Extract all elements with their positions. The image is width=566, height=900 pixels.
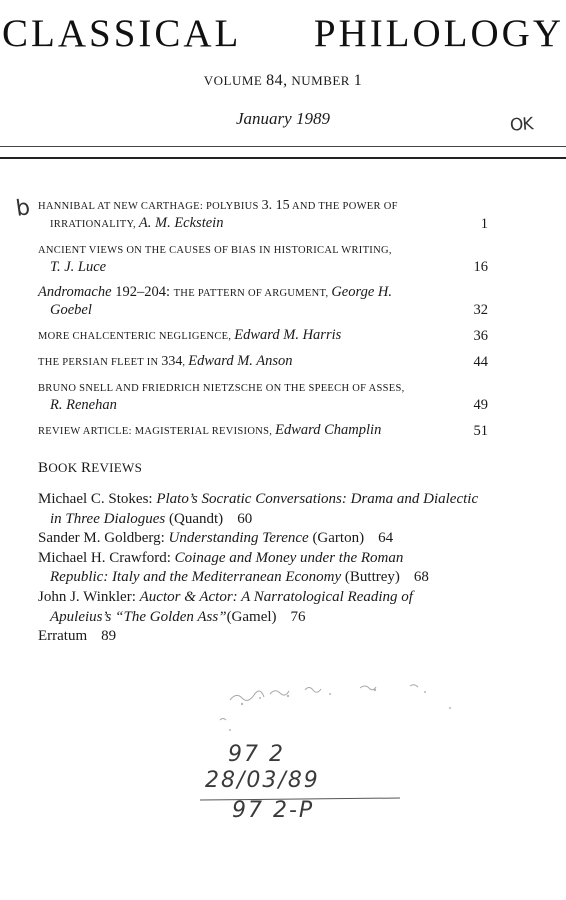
- toc-entry[interactable]: THE PERSIAN FLEET IN 334, Edward M. Anson 44: [38, 353, 488, 370]
- toc-page: 49: [473, 397, 488, 413]
- journal-title-right: PHILOLOGY: [313, 12, 564, 55]
- toc-author: Edward M. Harris: [234, 327, 342, 343]
- review-entry[interactable]: Michael C. Stokes: Plato’s Socratic Conversations: Drama and Dialectic in Three Dialogues (Quandt) 60: [38, 491, 479, 527]
- toc-page: 16: [473, 259, 488, 275]
- review-entry[interactable]: Michael H. Crawford: Coinage and Money under the Roman Republic: Italy and the Mediterranean Economy (Buttrey) 68: [38, 549, 429, 586]
- handwritten-ok: OK: [509, 114, 534, 136]
- toc-author: A. M. Eckstein: [138, 215, 224, 231]
- review-page: 68: [413, 569, 429, 586]
- toc-entry[interactable]: Andromache 192–204: THE PATTERN OF ARGUMENT, George H. Goebel 32: [38, 284, 488, 318]
- review-page: 76: [290, 608, 306, 625]
- toc-entry[interactable]: ANCIENT VIEWS ON THE CAUSES OF BIAS IN HISTORICAL WRITING, T. J. Luce 16: [38, 245, 488, 275]
- toc-entry[interactable]: REVIEW ARTICLE: MAGISTERIAL REVISIONS, Edward Champlin 51: [38, 422, 488, 439]
- toc-entry[interactable]: HANNIBAL AT NEW CARTHAGE: POLYBIUS 3. 15 AND THE POWER OF IRRATIONALITY, A. M. Eckstein 1: [38, 198, 488, 232]
- review-page: 89: [101, 628, 117, 645]
- review-page: 60: [237, 510, 253, 527]
- table-of-contents: [38, 197, 488, 440]
- handwritten-code: 97 2-P: [232, 798, 315, 823]
- handwritten-mark: b: [14, 195, 32, 222]
- toc-page: 36: [473, 328, 488, 344]
- toc-author: Edward M. Anson: [188, 353, 293, 369]
- volume-line: VOLUME 84, NUMBER 1: [203, 72, 363, 89]
- book-reviews-list: [38, 490, 558, 647]
- handwritten-number: 97 2: [228, 742, 285, 767]
- journal-title: [2, 12, 564, 56]
- journal-title-left: CLASSICAL: [2, 12, 242, 55]
- toc-entry[interactable]: BRUNO SNELL AND FRIEDRICH NIETZSCHE ON THE SPEECH OF ASSES, R. Renehan 49: [38, 383, 488, 413]
- toc-page: 51: [473, 423, 488, 439]
- toc-author: Edward Champlin: [275, 422, 382, 438]
- book-reviews-heading: BOOK REVIEWS: [38, 460, 143, 476]
- review-entry[interactable]: John J. Winkler: Auctor & Actor: A Narratological Reading of Apuleius’s “The Golden Ass”(Gamel) 76: [38, 588, 413, 625]
- toc-author: R. Renehan: [50, 397, 117, 413]
- review-page: 64: [378, 530, 394, 547]
- header-rule-thin: [0, 146, 566, 147]
- review-entry[interactable]: Erratum 89: [38, 628, 117, 645]
- handwritten-date: 28/03/89: [205, 768, 320, 793]
- issue-date: January 1989: [236, 109, 330, 128]
- toc-author: Goebel: [50, 302, 92, 318]
- toc-page: 44: [473, 354, 488, 370]
- toc-author: T. J. Luce: [50, 259, 107, 275]
- review-entry[interactable]: Sander M. Goldberg: Understanding Terence (Garton) 64: [38, 530, 394, 547]
- toc-entry[interactable]: MORE CHALCENTERIC NEGLIGENCE, Edward M. Harris 36: [38, 327, 488, 344]
- toc-page: 1: [480, 216, 488, 232]
- header-rule-thick: [0, 157, 566, 159]
- toc-page: 32: [473, 302, 488, 318]
